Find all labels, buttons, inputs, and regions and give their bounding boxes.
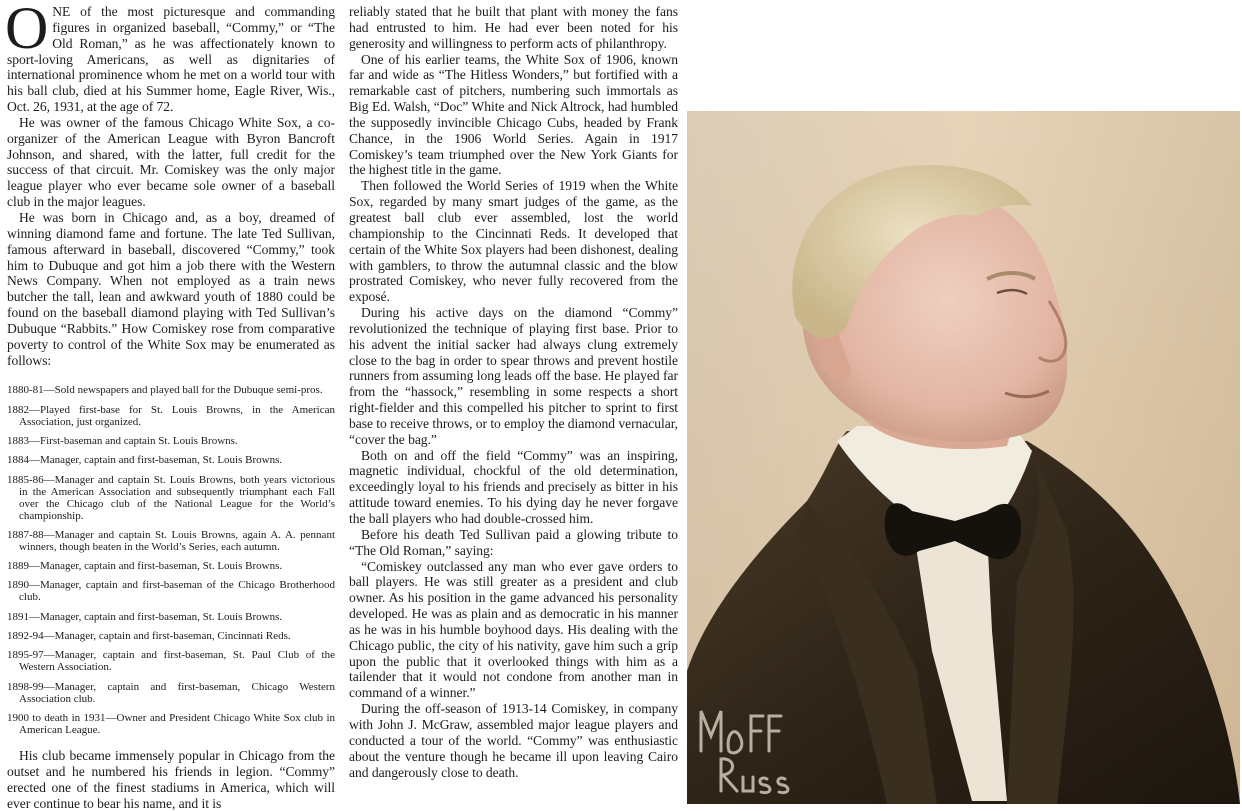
timeline-item: 1898-99—Manager, captain and first-baseman, Chicago Western Association club.: [7, 680, 335, 705]
paragraph: During his active days on the diamond “Commy” revolutionized the technique of playing first base. Prior to his advent the initial sacker had always clung extremely close to the bag in order to spear throws and prevent hostile runners from assuming long leads off the base. He played far from the “hassock,” resembling in some respects a short right-fielder and this compelled his pitcher to sprint to first base to receive throws, or to employ the diamond vernacular, “cover the bag.”: [349, 305, 679, 447]
paragraph: Both on and off the field “Commy” was an inspiring, magnetic individual, chockful of the old determination, exceedingly loyal to his friends and precisely as bitter in his attitude toward enemies. To his dying day he never forgave the ball players who had double-crossed him.: [349, 447, 678, 526]
timeline-item: 1885-86—Manager and captain St. Louis Browns, both years victorious in the American Association and subsequently triumphant each Fall over the Chicago club of the National League for the World’s championship.: [7, 473, 335, 522]
paragraph: One of his earlier teams, the White Sox of 1906, known far and wide as “The Hitless Wonders,” but fortified with a remarkable cast of pitchers, numbering such immortals as Big Ed. Walsh, “Doc” White and Nick Altrock, had humbled the supposedly invincible Chicago Cubs, headed by Frank Chance, in the 1906 World Series. Again in 1917 Comiskey’s team triumphed over the New York Giants for the highest title in the game.: [349, 51, 678, 178]
paragraph: Before his death Ted Sullivan paid a glowing tribute to “The Old Roman,” saying:: [349, 526, 678, 558]
lead-paragraph-text: NE of the most picturesque and commanding figures in organized baseball, “Commy,” or “The Old Roman,” as he was affectionately known to sport-loving Americans, as well as dignitaries of international prominence whom he met on a world tour with his ball club, died at his Summer home, Eagle River, Wis., Oct. 26, 1931, at the age of 72.: [7, 4, 335, 115]
timeline-item: 1889—Manager, captain and first-baseman, St. Louis Browns.: [7, 560, 283, 573]
career-timeline: [7, 384, 335, 736]
paragraph: He was owner of the famous Chicago White Sox, a co-organizer of the American League with Byron Bancroft Johnson, and shared, with the latter, full credit for the success of that circuit. Mr. Comiskey was the only major league player who ever became sole owner of a baseball club in the major leagues.: [7, 114, 335, 210]
quote-paragraph: “Comiskey outclassed any man who ever gave orders to ball players. He was still greater as a president and club owner. As his position in the game advanced his personality developed. He was as plain and as democratic in his manner as he was in his humble boyhood days. His dealing with the Chicago public, the city of his nativity, gave him such a grip upon the public that it overlooked things with him as a tailender that it would not condone from another man in command of a winner.”: [349, 558, 678, 701]
paragraph: His club became immensely popular in Chicago from the outset and he numbered his friends in legion. “Commy” erected one of the finest stadiums in America, which will ever continue to bear his name, and it is: [7, 747, 335, 811]
paragraph: Then followed the World Series of 1919 when the White Sox, regarded by many smart judges of the game, as the greatest ball club ever assembled, lost the world championship to the Cincinnati Reds. It developed that certain of the White Sox players had been dishonest, dealing with gamblers, to throw the autumnal classic and the blow prostrated Comiskey, who never fully recovered from the exposé.: [349, 178, 678, 305]
timeline-item: 1892-94—Manager, captain and first-baseman, Cincinnati Reds.: [7, 630, 291, 643]
timeline-item: 1891—Manager, captain and first-baseman, St. Louis Browns.: [7, 610, 283, 623]
drop-cap: O: [5, 0, 49, 61]
timeline-item: 1882—Played first-base for St. Louis Browns, in the American Association, just organized.: [7, 403, 335, 428]
timeline-item: 1890—Manager, captain and first-baseman of the Chicago Brotherhood club.: [7, 579, 335, 604]
article-column-left: [5, 0, 335, 811]
article-column-middle: [349, 4, 678, 780]
timeline-item: 1895-97—Manager, captain and first-baseman, St. Paul Club of the Western Association.: [7, 649, 335, 674]
timeline-item: 1900 to death in 1931—Owner and President Chicago White Sox club in American League.: [7, 711, 335, 736]
timeline-item: 1880-81—Sold newspapers and played ball for the Dubuque semi-pros.: [7, 384, 323, 397]
timeline-item: 1884—Manager, captain and first-baseman, St. Louis Browns.: [7, 454, 283, 467]
portrait-illustration: [687, 111, 1240, 804]
paragraph: He was born in Chicago and, as a boy, dreamed of winning diamond fame and fortune. The late Ted Sullivan, famous afterward in baseball, discovered “Commy,” took him to Dubuque and got him a job there with the Western News Company. When not employed as a train news butcher the tall, lean and awkward youth of 1880 could be found on the baseball diamond playing with Ted Sullivan’s Dubuque “Rabbits.” How Comiskey rose from comparative poverty to control of the White Sox may be enumerated as follows:: [7, 209, 335, 368]
paragraph: reliably stated that he built that plant with money the fans had entrusted to him. He had ever been noted for his generosity and willingness to perform acts of philanthropy.: [349, 4, 678, 51]
lead-paragraph: [5, 0, 335, 115]
paragraph: During the off-season of 1913-14 Comiskey, in company with John J. McGraw, assembled major league players and conducted a tour of the world. “Commy” was enthusiastic about the venture though he became ill upon leaving Cairo and dangerously close to death.: [349, 701, 678, 780]
timeline-item: 1887-88—Manager and captain St. Louis Browns, again A. A. pennant winners, though beaten in the World’s Series, each autumn.: [7, 528, 335, 553]
timeline-item: 1883—First-baseman and captain St. Louis Browns.: [7, 435, 238, 447]
portrait-photo: [687, 111, 1240, 804]
